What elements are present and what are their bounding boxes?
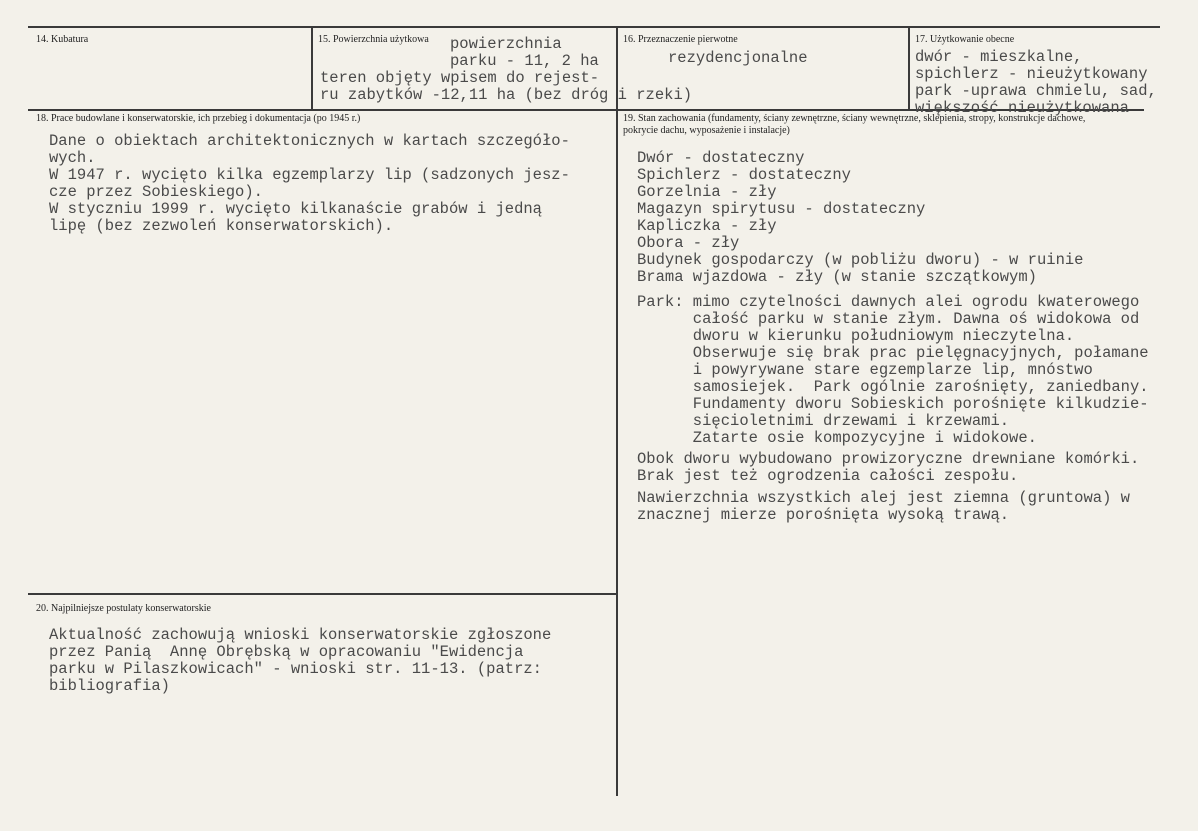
field-19-status-list: Dwór - dostateczny Spichlerz - dostateczny Gorzelnia - zły Magazyn spirytusu - dostateczny Kapliczka - zły Obora - zły Budynek gospodarczy (w pobliżu dworu) - w ruinie Brama wjazdowa - zły (w stanie szczątkowym) bbox=[637, 149, 1084, 286]
field-19-label-line-1: 19. Stan zachowania (fundamenty, ściany zewnętrzne, ściany wewnętrzne, sklepienia, stropy, konstrukcje dachowe, bbox=[623, 113, 1086, 124]
field-17-value: dwór - mieszkalne, spichlerz - nieużytkowany park -uprawa chmielu, sad, większość nieużytkowana bbox=[915, 48, 1157, 117]
field-15-value-3: teren objęty wpisem do rejest- ru zabytków -12,11 ha (bez dróg i rzeki) bbox=[320, 69, 693, 104]
field-14-label: 14. Kubatura bbox=[36, 34, 89, 45]
field-15-label: 15. Powierzchnia użytkowa bbox=[318, 34, 429, 45]
field-16-value: rezydencjonalne bbox=[668, 49, 808, 67]
field-19-surface-note: Nawierzchnia wszystkich alej jest ziemna (gruntowa) w znacznej mierze porośnięta wysoką trawą. bbox=[637, 489, 1130, 524]
field-19-park-description: Park: mimo czytelności dawnych alei ogrodu kwaterowego całość parku w stanie złym. Dawna oś widokowa od dworu w kierunku południowym nieczytelna. Obserwuje się brak prac pielęgnacyjnych, połamane i powyrywane stare egzemplarze lip, mnóstwo samosiejek. Park ogólnie zarośnięty, zaniedbany. Fundamenty dworu Sobieskich porośnięte kilkudzie- sięcioletnimi drzewami i krzewami. Zatarte osie kompozycyjne i widokowe. bbox=[637, 293, 1149, 447]
divider-16-17 bbox=[908, 26, 910, 110]
field-17-label: 17. Użytkowanie obecne bbox=[915, 34, 1015, 45]
top-border bbox=[28, 26, 1160, 28]
field-19-label-line-2: pokrycie dachu, wyposażenie i instalacje) bbox=[623, 125, 790, 136]
field-19-outbuildings-note: Obok dworu wybudowano prowizoryczne drewniane komórki. Brak jest też ogrodzenia całości zespołu. bbox=[637, 450, 1140, 485]
field-18-value: Dane o obiektach architektonicznych w kartach szczegóło- wych. W 1947 r. wycięto kilka egzemplarzy lip (sadzonych jesz- cze przez Sobieskiego). W styczniu 1999 r. wycięto kilkanaście grabów i jedną lipę (bez zezwoleń konserwatorskich). bbox=[49, 132, 570, 235]
field-16-label: 16. Przeznaczenie pierwotne bbox=[623, 34, 738, 45]
section-20-top-border bbox=[28, 593, 618, 595]
field-20-value: Aktualność zachowują wnioski konserwatorskie zgłoszone przez Panią Annę Obrębską w opracowaniu "Ewidencja parku w Pilaszkowicach" - wnioski str. 11-13. (patrz: bibliografia) bbox=[49, 626, 552, 695]
field-15-value-2: parku - 11, 2 ha bbox=[450, 52, 599, 70]
field-20-label: 20. Najpilniejsze postulaty konserwatorskie bbox=[36, 603, 211, 614]
field-15-value-1: powierzchnia bbox=[450, 35, 562, 53]
divider-14-15 bbox=[311, 26, 313, 110]
divider-15-16 bbox=[616, 26, 618, 796]
field-18-label: 18. Prace budowlane i konserwatorskie, ich przebieg i dokumentacja (po 1945 r.) bbox=[36, 113, 361, 124]
